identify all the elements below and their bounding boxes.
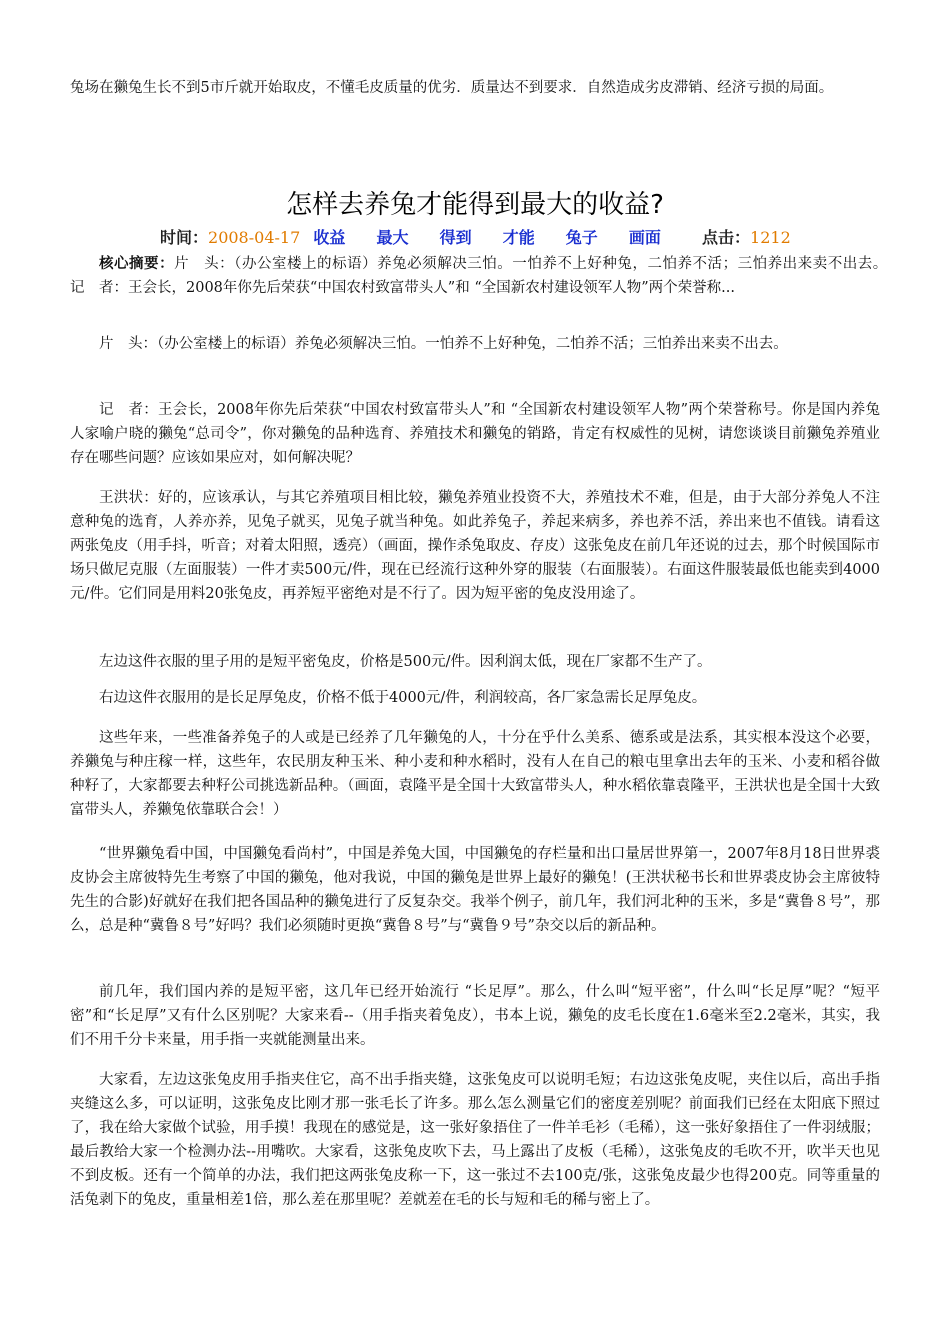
time-value: 2008-04-17 <box>208 228 301 247</box>
article-title: 怎样去养兔才能得到最大的收益? <box>286 190 664 220</box>
body-paragraph: 这些年来，一些准备养兔子的人或是已经养了几年獭兔的人，十分在乎什么美系、德系或是法系，其实根本没这个必要，养獭兔与种庄稼一样，这些年，农民朋友种玉米、种小麦和种水稻时，没有人在自己的粮屯里拿出去年的玉米、小麦和稻谷做种籽了，大家都要去种籽公司挑选新品种。（画面，袁隆平是全国十大致富带头人，种水稻依靠袁隆平，王洪状也是全国十大致富带头人，养獭兔依靠联合会！） <box>70 730 880 818</box>
core-summary <box>70 252 910 300</box>
body-paragraph: 记 者：王会长，2008年你先后荣获“中国农村致富带头人”和 “全国新农村建设领军人物”两个荣誉称号。你是国内养兔人家喻户晓的獭兔“总司令”，你对獭兔的品种选育、养殖技术和獭兔的销路，肯定有权威性的见树，请您谈谈目前獭兔养殖业存在哪些问题？应该如果应对，如何解决呢？ <box>70 402 880 466</box>
keyword-link[interactable]: 兔子 <box>565 228 598 247</box>
keyword-link[interactable]: 收益 <box>313 228 346 247</box>
keyword-link[interactable]: 最大 <box>376 228 409 247</box>
body-paragraph: “世界獭兔看中国，中国獭兔看尚村”，中国是养兔大国，中国獭兔的存栏量和出口量居世界第一，2007年8月18日世界裘皮协会主席彼特先生考察了中国的獭兔，他对我说，中国的獭兔是世界上最好的獭兔！(王洪状秘书长和世界裘皮协会主席彼特先生的合影)好就好在我们把各国品种的獭兔进行了反复杂交。我举个例子，前几年，我们河北种的玉米，多是“冀鲁８号”，那么，总是种“冀鲁８号”好吗？我们必须随时更换“冀鲁８号”与“冀鲁９号”杂交以后的新品种。 <box>70 846 880 934</box>
time-label: 时间： <box>160 228 209 247</box>
body-paragraph: 片 头：（办公室楼上的标语）养兔必须解决三怕。一怕养不上好种兔，二怕养不活；三怕养出来卖不出去。 <box>99 336 788 352</box>
body-paragraph: 左边这件衣服的里子用的是短平密兔皮，价格是500元/件。因利润太低，现在厂家都不生产了。 <box>99 654 712 670</box>
summary-text: 片 头：（办公室楼上的标语）养兔必须解决三怕。一怕养不上好种兔，二怕养不活；三怕养出来卖不出去。 记 者：王会长，2008年你先后荣获“中国农村致富带头人”和 “全国新农村建设领军人物”两个荣誉称... <box>70 256 910 296</box>
clicks-value: 1212 <box>750 228 791 247</box>
body-paragraph: 前几年，我们国内养的是短平密，这几年已经开始流行 “长足厚”。那么，什么叫“短平密”，什么叫“长足厚”呢？“短平密”和“长足厚”又有什么区别呢？大家来看--（用手指夹着兔皮），书本上说，獭兔的皮毛长度在1.6毫米至2.2毫米，其实，我们不用千分卡来量，用手指一夹就能测量出来。 <box>70 984 880 1048</box>
keyword-link[interactable]: 才能 <box>502 228 535 247</box>
body-paragraph: 右边这件衣服用的是长足厚兔皮，价格不低于4000元/件，利润较高，各厂家急需长足厚兔皮。 <box>99 690 707 706</box>
summary-label: 核心摘要： <box>99 256 175 272</box>
body-paragraph: 王洪状：好的，应该承认，与其它养殖项目相比较，獭兔养殖业投资不大，养殖技术不难，但是，由于大部分养兔人不注意种兔的选育，人养亦养，见兔子就买，见兔子就当种兔。如此养兔子，养起来病多，养也养不活，养出来也不值钱。请看这两张兔皮（用手抖，听音；对着太阳照，透亮）（画面，操作杀兔取皮、存皮）这张兔皮在前几年还说的过去，那个时候国际市场只做尼克服（左面服装）一件才卖500元/件，现在已经流行这种外穿的服装（右面服装）。右面这件服装最低也能卖到4000元/件。它们同是用料20张兔皮，再养短平密绝对是不行了。因为短平密的兔皮没用途了。 <box>70 490 880 602</box>
intro-paragraph: 兔场在獭兔生长不到5市斤就开始取皮，不懂毛皮质量的优劣．质量达不到要求．自然造成劣皮滞销、经济亏损的局面。 <box>70 80 834 96</box>
clicks-label: 点击： <box>702 228 751 247</box>
keyword-link[interactable]: 得到 <box>439 228 472 247</box>
keyword-link[interactable]: 画面 <box>628 228 661 247</box>
body-paragraph: 大家看，左边这张兔皮用手指夹住它，高不出手指夹缝，这张兔皮可以说明毛短；右边这张兔皮呢，夹住以后，高出手指夹缝这么多，可以证明，这张兔皮比刚才那一张毛长了许多。那么怎么测量它们的密度差别呢？前面我们已经在太阳底下照过了，我在给大家做个试验，用手摸！我现在的感觉是，这一张好象捂住了一件羊毛衫（毛稀），这一张好象捂住了一件羽绒服；最后教给大家一个检测办法--用嘴吹。大家看，这张兔皮吹下去，马上露出了皮板（毛稀），这张兔皮的毛吹不开，吹半天也见不到皮板。还有一个简单的办法，我们把这两张兔皮称一下，这一张过不去100克/张，这张兔皮最少也得200克。同等重量的活兔剥下的兔皮，重量相差1倍，那么差在那里呢？差就差在毛的长与短和毛的稀与密上了。 <box>70 1072 880 1208</box>
article-meta <box>160 226 791 250</box>
